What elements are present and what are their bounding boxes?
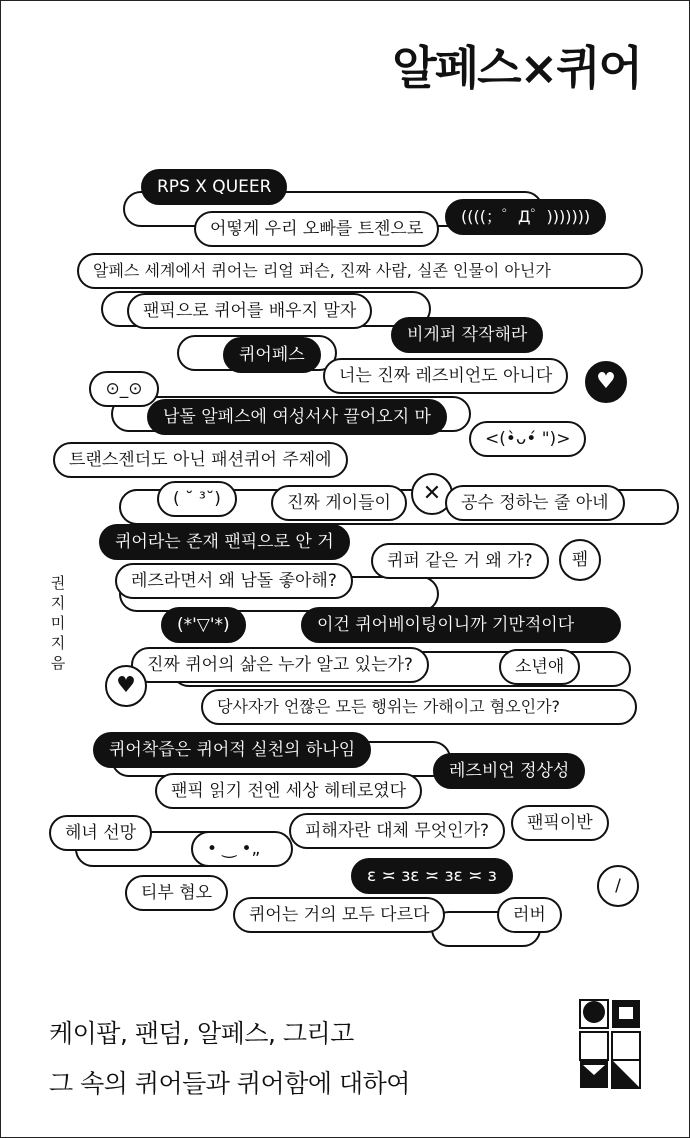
speech-bubble: 퀴어페스 (223, 337, 321, 373)
subtitle-line-2: 그 속의 퀴어들과 퀴어함에 대하여 (49, 1069, 410, 1098)
speech-bubble: 이건 퀴어베이팅이니까 기만적이다 (301, 607, 621, 643)
speech-bubble: 퀴어착즙은 퀴어적 실천의 하나임 (93, 732, 371, 768)
heart-icon: ♥ (105, 665, 147, 707)
speech-bubble: ((((；゜Д゜))))))) (445, 199, 606, 235)
speech-bubble: 펨 (559, 539, 601, 581)
speech-bubble: 진짜 게이들이 (271, 485, 407, 521)
speech-bubble: 비게퍼 작작해라 (391, 317, 543, 353)
speech-bubble: RPS X QUEER (141, 169, 287, 205)
speech-bubble: 퀴퍼 같은 거 왜 가? (371, 543, 549, 579)
slash-icon: / (597, 865, 639, 907)
speech-bubble: <(•̀ᴗ•́ ")> (469, 421, 586, 457)
speech-bubble: 트랜스젠더도 아닌 패션퀴어 주제에 (53, 442, 348, 478)
speech-bubble: (*'▽'*) (161, 607, 246, 643)
speech-bubble: 팬픽이반 (511, 805, 609, 841)
speech-bubble: 레즈비언 정상성 (433, 753, 585, 789)
speech-bubble: 피해자란 대체 무엇인가? (289, 813, 505, 849)
speech-bubble: 당사자가 언짢은 모든 행위는 가해이고 혐오인가? (201, 689, 637, 725)
publisher-logo (579, 999, 641, 1089)
speech-bubble: 공수 정하는 줄 아네 (445, 485, 625, 521)
subtitle-line-1: 케이팝, 팬덤, 알페스, 그리고 (49, 1019, 354, 1048)
speech-bubble: 소년애 (499, 649, 580, 685)
speech-bubble: 너는 진짜 레즈비언도 아니다 (323, 358, 568, 394)
close-icon: ✕ (411, 473, 453, 515)
speech-bubble: 어떻게 우리 오빠를 트젠으로 (194, 211, 439, 247)
speech-bubble: ɛ ≍ ɜɛ ≍ ɜɛ ≍ ɜ (351, 858, 513, 894)
speech-bubble: • ‿ •„ (191, 831, 293, 867)
speech-bubble: 알페스 세계에서 퀴어는 리얼 퍼슨, 진짜 사람, 실존 인물이 아닌가 (77, 253, 643, 289)
author-credit: 권지미 지음 (50, 574, 66, 672)
speech-bubble: 헤녀 선망 (49, 815, 152, 851)
speech-bubble: 티부 혐오 (125, 875, 228, 911)
speech-bubble: 팬픽으로 퀴어를 배우지 말자 (127, 293, 372, 329)
speech-bubble: 러버 (497, 897, 562, 933)
heart-icon: ♥ (585, 361, 627, 403)
book-title: 알페스×퀴어 (392, 41, 641, 95)
speech-bubble: 레즈라면서 왜 남돌 좋아해? (115, 563, 353, 599)
speech-bubble: 팬픽 읽기 전엔 세상 헤테로였다 (155, 773, 422, 809)
speech-bubble: 퀴어라는 존재 팬픽으로 안 거 (99, 524, 350, 560)
speech-bubble: 남돌 알페스에 여성서사 끌어오지 마 (147, 399, 447, 435)
speech-bubble: 퀴어는 거의 모두 다르다 (233, 897, 445, 933)
speech-bubble: ⊙_⊙ (89, 371, 159, 407)
speech-bubble: 진짜 퀴어의 삶은 누가 알고 있는가? (131, 647, 429, 683)
speech-bubble: ( ˘ ³˘) (157, 481, 237, 517)
